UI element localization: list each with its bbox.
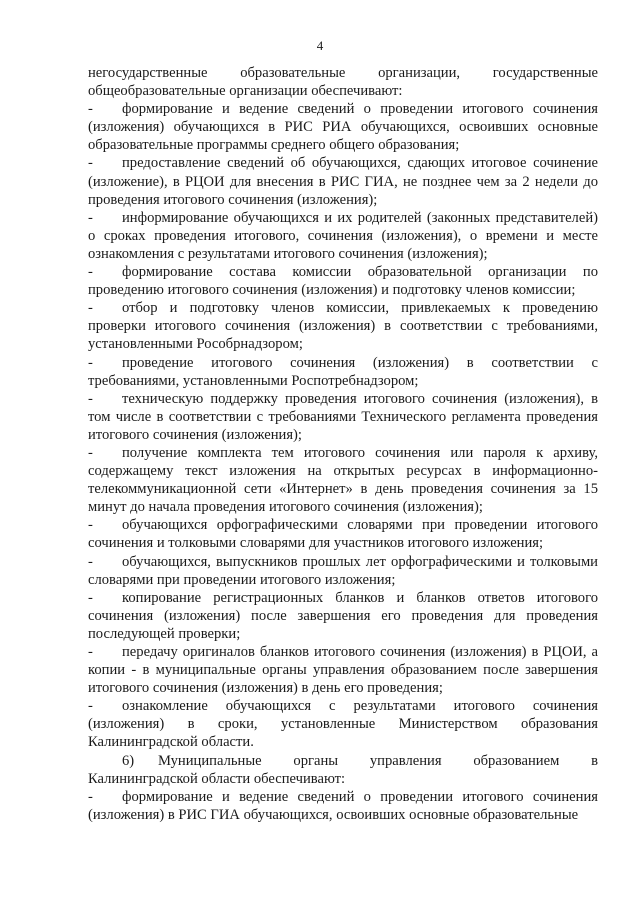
list-item — [88, 788, 598, 824]
bullet-marker: - — [88, 517, 93, 534]
list-item-text: информирование обучающихся и их родителей (законных представителей) о сроках проведения итогового, сочинения (изложения), о времени и месте ознакомления с результатами итогового сочинения (изложения); — [88, 209, 598, 262]
bullet-marker: - — [88, 788, 93, 805]
section-6-text: Муниципальные органы управления образованием в Калининградской области обеспечивают: — [88, 752, 598, 787]
list-item-text: проведение итогового сочинения (изложения) в соответствии с требованиями, установленными Роспотребнадзором; — [88, 354, 598, 389]
bullet-marker: - — [88, 390, 93, 407]
bullet-marker: - — [88, 209, 93, 226]
list-item — [88, 354, 598, 390]
list-item — [88, 154, 598, 208]
list-item-text: техническую поддержку проведения итогового сочинения (изложения), в том числе в соответствии с требованиями Технического регламента проведения итогового сочинения (изложения); — [88, 390, 598, 443]
page-number: 4 — [316, 38, 324, 53]
list-item — [88, 697, 598, 751]
bullet-marker: - — [88, 444, 93, 461]
bullet-marker: - — [88, 354, 93, 371]
list-item-text: обучающихся, выпускников прошлых лет орфографическими и толковыми словарями при проведении итогового изложения; — [88, 553, 598, 588]
list-item-text: копирование регистрационных бланков и бланков ответов итогового сочинения (изложения) после завершения его проведения для проведения последующей проверки; — [88, 589, 598, 642]
list-item — [88, 209, 598, 263]
list-item-text: получение комплекта тем итогового сочинения или пароля к архиву, содержащему текст изложения на открытых ресурсах в информационно-телекоммуникационной сети «Интернет» в день проведения сочинения за 15 минут до начала проведения итогового сочинения (изложения); — [88, 444, 598, 516]
section-6-list — [88, 788, 598, 824]
list-item-text: формирование и ведение сведений о проведении итогового сочинения (изложения) обучающихся в РИС РИА обучающихся, освоивших основные образовательные программы среднего общего образования; — [88, 101, 598, 154]
intro-paragraph: негосударственные образовательные организации, государственные общеобразовательные организации обеспечивают: — [88, 65, 598, 100]
list-item — [88, 390, 598, 444]
list-item-text: формирование состава комиссии образовательной организации по проведению итогового сочинения (изложения) и подготовку членов комиссии; — [88, 264, 598, 299]
list-item — [88, 643, 598, 697]
bullet-marker: - — [88, 300, 93, 317]
list-item — [88, 444, 598, 516]
list-item — [88, 299, 598, 353]
bullet-marker: - — [88, 553, 93, 570]
bullet-marker: - — [88, 698, 93, 715]
list-item — [88, 263, 598, 299]
bullet-marker: - — [88, 101, 93, 118]
list-item-text: отбор и подготовку членов комиссии, привлекаемых к проведению проверки итогового сочинения (изложения) в соответствии с требованиями, установленными Рособрнадзором; — [88, 300, 598, 353]
list-item — [88, 516, 598, 552]
section-6-heading — [88, 752, 598, 788]
bullet-marker: - — [88, 644, 93, 660]
list-item — [88, 553, 598, 589]
bullet-marker: - — [88, 155, 93, 172]
list-item-text: предоставление сведений об обучающихся, сдающих итоговое сочинение (изложение), в РЦОИ для внесения в РИС ГИА, не позднее чем за 2 недели до проведения итогового сочинения (изложения); — [88, 155, 598, 208]
list-item — [88, 100, 598, 154]
list-item — [88, 589, 598, 643]
bullet-marker: - — [88, 264, 93, 281]
provision-list — [88, 100, 598, 751]
list-item-text: ознакомление обучающихся с результатами итогового сочинения (изложения) в сроки, установленные Министерством образования Калининградской области. — [88, 698, 598, 751]
document-body — [88, 64, 598, 824]
section-number: 6) — [122, 752, 135, 769]
bullet-marker: - — [88, 589, 93, 606]
list-item-text: формирование и ведение сведений о проведении итогового сочинения (изложения) в РИС ГИА обучающихся, освоивших основные образовательные — [88, 788, 598, 823]
list-item-text: передачу оригиналов бланков итогового сочинения (изложения) в РЦОИ, а копии - в муниципальные органы управления образованием после завершения итогового сочинения (изложения) в день его проведения; — [88, 644, 598, 697]
list-item-text: обучающихся орфографическими словарями при проведении итогового сочинения и толковыми словарями для участников итогового изложения; — [88, 517, 598, 552]
